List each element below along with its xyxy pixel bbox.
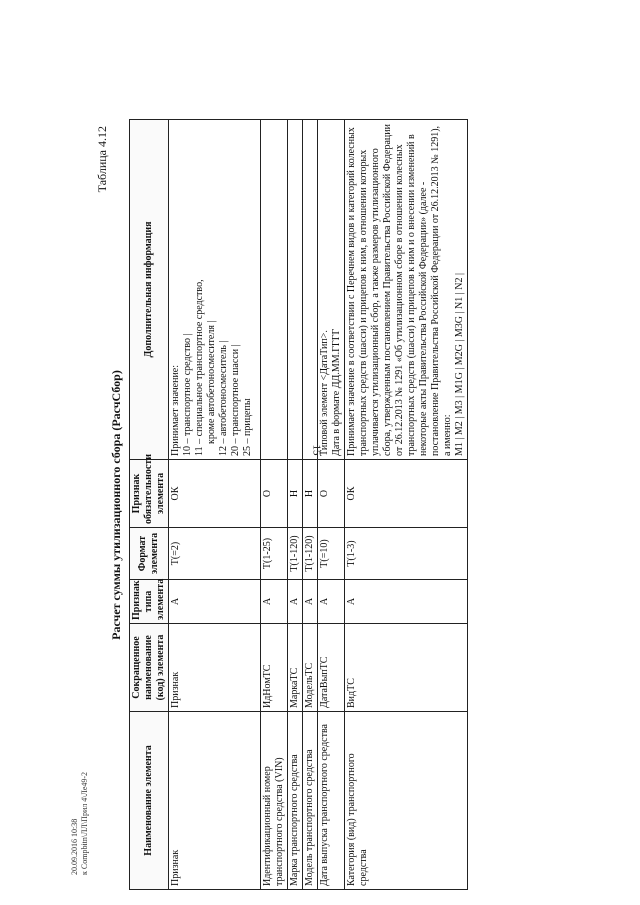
footer-line: к Compbitn\ЛЛ\Прил 4\Ле49-2 — [80, 771, 89, 875]
cell-code: МодельТС — [303, 624, 318, 712]
elements-table — [129, 119, 468, 890]
cell-format: Т(1-120) — [303, 528, 318, 580]
table-title: Расчет суммы утилизационного сбора (РасчСбор) — [109, 370, 123, 640]
info-line: 20 – транспортное шасси | — [230, 344, 241, 456]
cell-type: А — [318, 580, 345, 624]
table-row — [345, 120, 468, 890]
cell-info — [345, 120, 468, 460]
cell-format: Т(1-25) — [261, 528, 288, 580]
cell-info — [303, 120, 318, 460]
info-line: кроме автобетоносмесителя | — [206, 320, 217, 444]
cell-name: Дата выпуска транспортного средства — [318, 712, 345, 890]
cell-required: ОК — [345, 460, 468, 528]
info-line: 12 – автобетоносмеситель | — [218, 340, 229, 456]
cell-name: Марка транспортного средства — [288, 712, 303, 890]
cell-required: О — [318, 460, 345, 528]
cell-info — [318, 120, 345, 460]
cell-code: Признак — [169, 624, 261, 712]
table-row — [261, 120, 288, 890]
table-header-row — [130, 120, 169, 890]
cell-name: Признак — [169, 712, 261, 890]
table-row — [318, 120, 345, 890]
info-line: 10 – транспортное средство | — [182, 333, 193, 456]
cell-format: Т(1-3) — [345, 528, 468, 580]
cell-required: Н — [303, 460, 318, 528]
cell-code: ДатаВыпТС — [318, 624, 345, 712]
info-line: Принимает значение в соответствии с Перечнем видов и категорий колесных транспортных средств (шасси) и прицепов к ним, в отношении которых уплачивается утилизационный сбор, а также размеров утилизационного сбора, утвержденным постановлением Правительства Российской Федерации от 26.12.2013 № 1291 «Об утилизационном сборе в отношении колесных транспортных средств (шасси) и прицепов к ним и о внесении изменений в некоторые акты Правительства Российской Федерации» (далее - постановление Правительства Российской Федерации от 26.12.2013 № 1291), а именно: — [346, 124, 453, 456]
cell-type: А — [345, 580, 468, 624]
info-line: М1 | М2 | М3 | М1G | М2G | М3G | N1 | N2 | — [454, 273, 465, 456]
info-line: Дата в формате ДД.ММ.ГГГГ — [331, 328, 342, 456]
info-line: Типовой элемент <ДатаТип>. — [319, 330, 330, 456]
cell-code: МаркаТС — [288, 624, 303, 712]
page-number: 15 — [310, 444, 323, 456]
cell-name: Модель транспортного средства — [303, 712, 318, 890]
header-format: Формат элемента — [130, 528, 169, 580]
header-name: Наименование элемента — [130, 712, 169, 890]
header-required: Признак обязательности элемента — [130, 460, 169, 528]
cell-type: А — [169, 580, 261, 624]
table-row — [288, 120, 303, 890]
cell-required: О — [261, 460, 288, 528]
info-line: 25 – прицепы — [242, 398, 253, 456]
cell-type: А — [288, 580, 303, 624]
cell-name: Категория (вид) транспортного средства — [345, 712, 468, 890]
footer-stamp — [70, 705, 90, 875]
header-info: Дополнительная информация — [130, 120, 169, 460]
rotated-table-page — [95, 120, 605, 890]
cell-type: А — [261, 580, 288, 624]
cell-required: ОК — [169, 460, 261, 528]
cell-type: А — [303, 580, 318, 624]
cell-name: Идентификационный номер транспортного средства (VIN) — [261, 712, 288, 890]
cell-format: Т(=2) — [169, 528, 261, 580]
cell-code: ИдНомТС — [261, 624, 288, 712]
cell-format: Т(=10) — [318, 528, 345, 580]
cell-required: Н — [288, 460, 303, 528]
cell-format: Т(1-120) — [288, 528, 303, 580]
info-line: Принимает значение: — [170, 364, 181, 456]
header-type: Признак типа элемента — [130, 580, 169, 624]
cell-info — [288, 120, 303, 460]
cell-code: ВидТС — [345, 624, 468, 712]
cell-info — [169, 120, 261, 460]
table-label: Таблица 4.12 — [95, 126, 109, 193]
table-row — [169, 120, 261, 890]
table-row — [303, 120, 318, 890]
header-code: Сокращенное наименование (код) элемента — [130, 624, 169, 712]
info-line: 11 – специальное транспортное средство, — [194, 279, 205, 456]
cell-info — [261, 120, 288, 460]
footer-line: 20.09.2016 10:38 — [70, 818, 79, 875]
